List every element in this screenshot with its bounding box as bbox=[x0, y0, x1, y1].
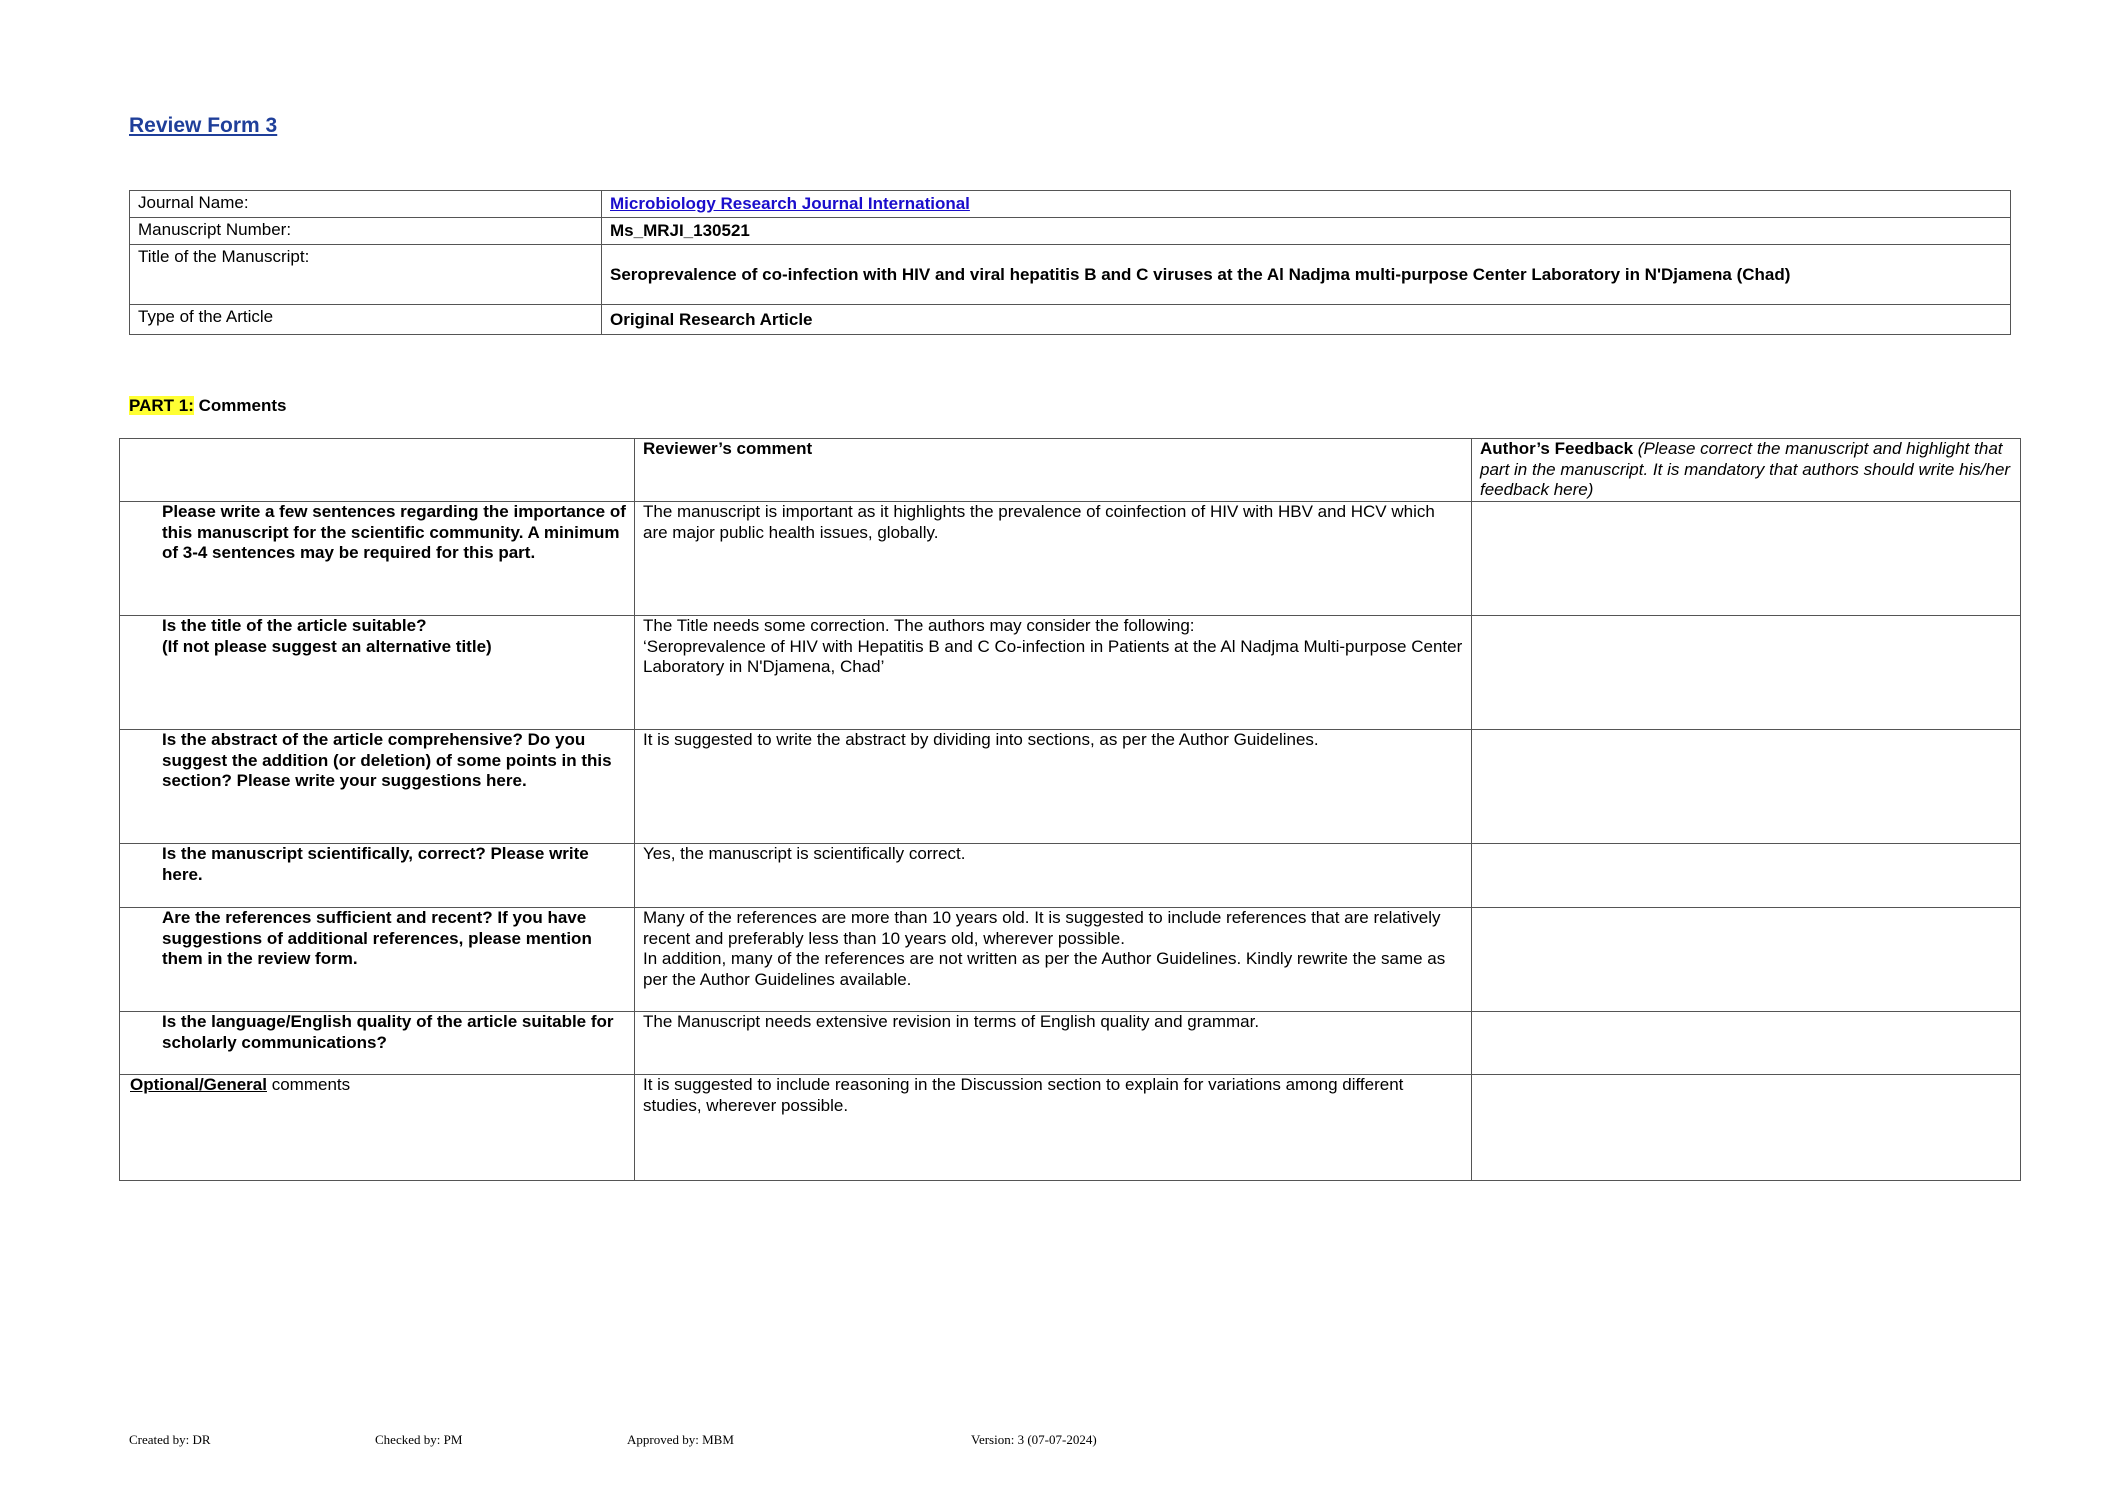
table-row bbox=[120, 908, 2021, 1012]
table-row bbox=[120, 616, 2021, 730]
manuscript-number-value: Ms_MRJI_130521 bbox=[602, 218, 2011, 245]
part1-heading bbox=[129, 396, 286, 416]
table-row bbox=[120, 502, 2021, 616]
footer-checked-by: Checked by: PM bbox=[375, 1432, 463, 1447]
question-cell: Is the manuscript scientifically, correct? Please write here. bbox=[120, 844, 635, 908]
footer-created-by: Created by: DR bbox=[129, 1432, 211, 1447]
article-type-label: Type of the Article bbox=[130, 305, 602, 335]
question-line-2: (If not please suggest an alternative title) bbox=[162, 636, 492, 656]
journal-link[interactable]: Microbiology Research Journal International bbox=[610, 194, 970, 213]
header-reviewer-comment: Reviewer’s comment bbox=[635, 439, 1472, 502]
author-feedback-title: Author’s Feedback bbox=[1480, 439, 1634, 458]
question-cell: Is the language/English quality of the article suitable for scholarly communications? bbox=[120, 1012, 635, 1075]
reviewer-comment-cell: The Manuscript needs extensive revision in terms of English quality and grammar. bbox=[635, 1012, 1472, 1075]
comment-suggested-title: ‘Seroprevalence of HIV with Hepatitis B and C Co-infection in Patients at the Al Nadjma Multi-purpose Center Laboratory in N'Djamena, Chad’ bbox=[643, 636, 1463, 676]
reviewer-comment-cell: It is suggested to write the abstract by dividing into sections, as per the Author Guidelines. bbox=[635, 730, 1472, 844]
reviewer-comment-cell bbox=[635, 616, 1472, 730]
journal-value-cell bbox=[602, 191, 2011, 218]
optional-label-rest: comments bbox=[266, 1075, 351, 1094]
reviewer-comment-cell: The manuscript is important as it highlights the prevalence of coinfection of HIV with HBV and HCV which are major public health issues, globally. bbox=[635, 502, 1472, 616]
author-feedback-cell[interactable] bbox=[1472, 908, 2021, 1012]
optional-comment-cell: It is suggested to include reasoning in the Discussion section to explain for variations among different studies, wherever possible. bbox=[635, 1075, 1472, 1181]
info-row-journal bbox=[130, 191, 2011, 218]
article-type-value: Original Research Article bbox=[602, 305, 2011, 335]
reviewer-comment-cell bbox=[635, 908, 1472, 1012]
manuscript-title-value: Seroprevalence of co-infection with HIV and viral hepatitis B and C viruses at the Al Nadjma multi-purpose Center Laboratory in N'Djamena (Chad) bbox=[602, 245, 2011, 305]
manuscript-number-label: Manuscript Number: bbox=[130, 218, 602, 245]
form-title: Review Form 3 bbox=[129, 114, 278, 137]
table-row bbox=[120, 844, 2021, 908]
optional-label-cell bbox=[120, 1075, 635, 1181]
question-cell bbox=[120, 616, 635, 730]
manuscript-title-label: Title of the Manuscript: bbox=[130, 245, 602, 305]
info-row-manuscript bbox=[130, 218, 2011, 245]
journal-label: Journal Name: bbox=[130, 191, 602, 218]
question-cell: Are the references sufficient and recent? If you have suggestions of additional references, please mention them in the review form. bbox=[120, 908, 635, 1012]
author-feedback-cell[interactable] bbox=[1472, 502, 2021, 616]
manuscript-info-table bbox=[129, 190, 2011, 335]
author-feedback-cell[interactable] bbox=[1472, 1012, 2021, 1075]
author-feedback-cell[interactable] bbox=[1472, 730, 2021, 844]
comments-table bbox=[119, 438, 2021, 1181]
header-empty-cell bbox=[120, 439, 635, 502]
info-row-title bbox=[130, 245, 2011, 305]
part1-label: PART 1: bbox=[129, 396, 194, 415]
question-line-1: Is the title of the article suitable? bbox=[162, 616, 427, 635]
question-cell: Please write a few sentences regarding the importance of this manuscript for the scientific community. A minimum of 3-4 sentences may be required for this part. bbox=[120, 502, 635, 616]
optional-label-bold: Optional/General bbox=[130, 1075, 267, 1094]
table-row bbox=[120, 730, 2021, 844]
part1-title: Comments bbox=[198, 396, 287, 415]
info-row-type bbox=[130, 305, 2011, 335]
author-feedback-cell[interactable] bbox=[1472, 616, 2021, 730]
footer-approved-by: Approved by: MBM bbox=[627, 1432, 734, 1447]
header-author-feedback bbox=[1472, 439, 2021, 502]
author-feedback-cell[interactable] bbox=[1472, 844, 2021, 908]
reviewer-comment-cell: Yes, the manuscript is scientifically correct. bbox=[635, 844, 1472, 908]
author-feedback-instructions: (Please correct the manuscript and highlight that part in the manuscript. It is mandatory that authors should write his/her feedback here) bbox=[1480, 439, 2011, 499]
table-row bbox=[120, 1012, 2021, 1075]
footer-version: Version: 3 (07-07-2024) bbox=[971, 1432, 1097, 1447]
comments-header-row bbox=[120, 439, 2021, 502]
optional-feedback-cell[interactable] bbox=[1472, 1075, 2021, 1181]
comment-line-2: In addition, many of the references are not written as per the Author Guidelines. Kindly rewrite the same as per the Author Guidelines available. bbox=[643, 949, 1446, 989]
question-cell: Is the abstract of the article comprehensive? Do you suggest the addition (or deletion) of some points in this section? Please write your suggestions here. bbox=[120, 730, 635, 844]
comment-line-1: The Title needs some correction. The authors may consider the following: bbox=[643, 616, 1195, 635]
comment-line-1: Many of the references are more than 10 years old. It is suggested to include references that are relatively recent and preferably less than 10 years old, wherever possible. bbox=[643, 908, 1441, 948]
optional-comments-row bbox=[120, 1075, 2021, 1181]
